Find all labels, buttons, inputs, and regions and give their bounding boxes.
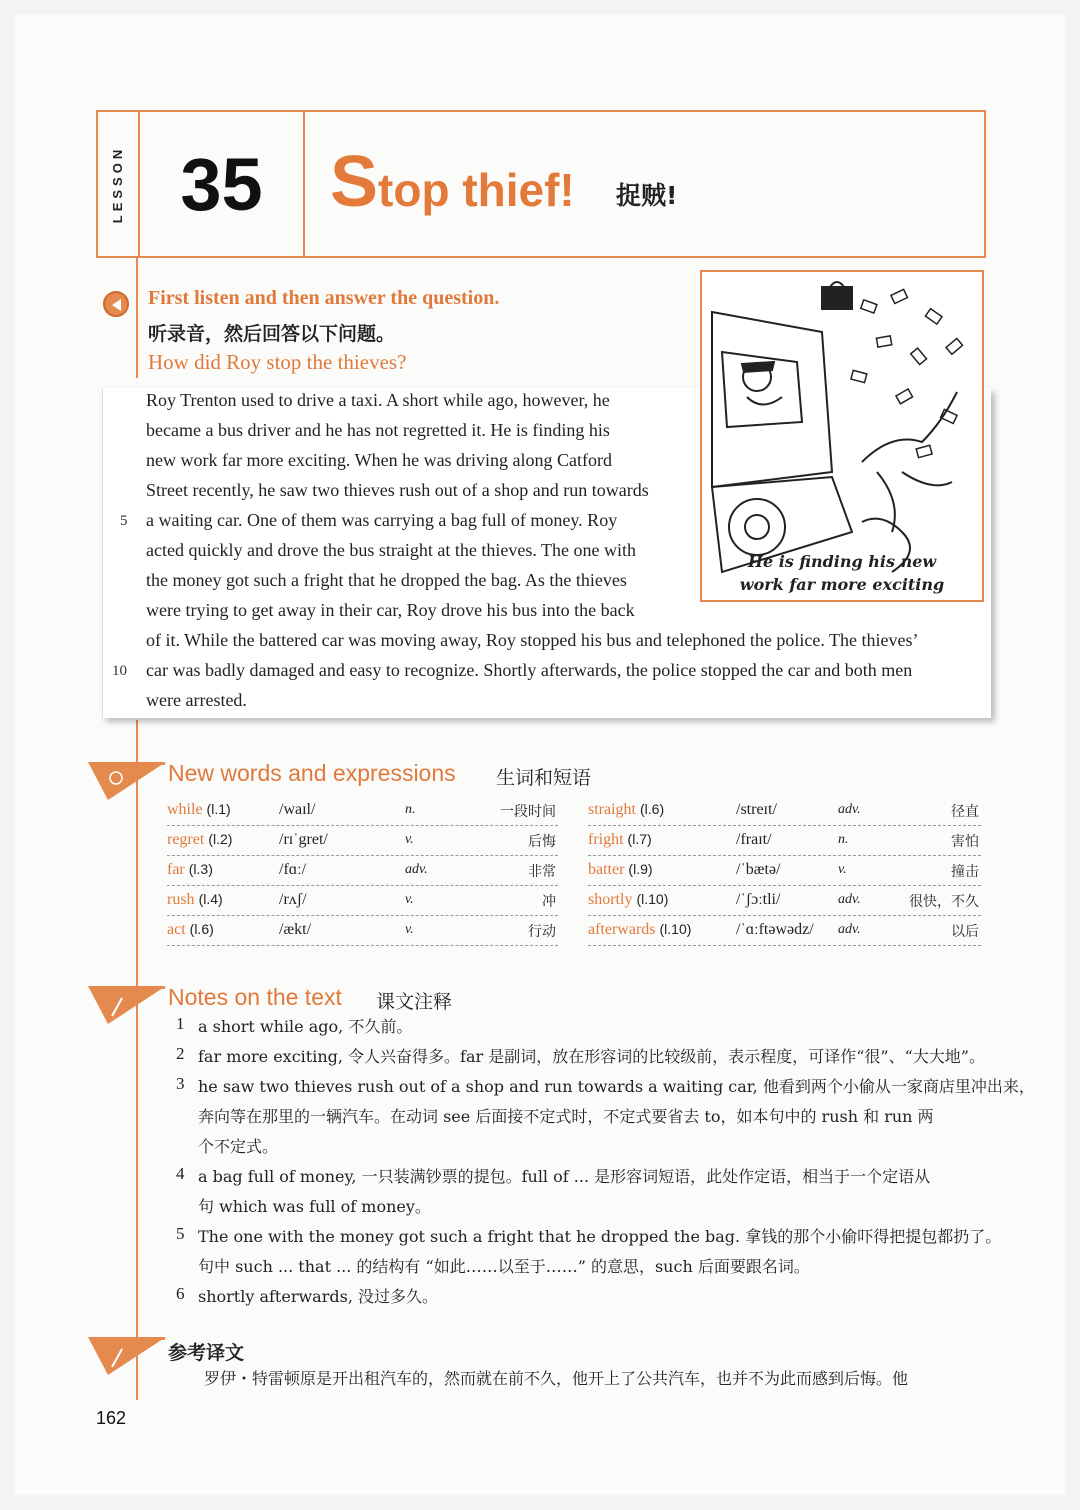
translation-title: 参考译文: [168, 1342, 245, 1364]
section-flag-icon: [88, 1337, 168, 1377]
lesson-header: [96, 110, 986, 258]
vocab-row: [167, 916, 558, 946]
section-flag-icon: [88, 762, 168, 802]
note-line: 句 which was full of money。: [198, 1197, 431, 1216]
note-number: 3: [176, 1074, 185, 1093]
vocab-word-text: fright: [588, 831, 624, 848]
vocab-word-text: shortly: [588, 891, 633, 908]
vocab-phonetic: /ækt/: [279, 921, 312, 938]
title-rest: top thief!: [378, 164, 575, 216]
vocab-meaning: 很快，不久: [909, 894, 979, 910]
vocab-pos: v.: [405, 922, 414, 937]
passage-line: car was badly damaged and easy to recognize. Shortly afterwards, the police stopped the car and both men: [146, 660, 913, 680]
vocab-word: [167, 831, 232, 849]
note-number: 4: [176, 1164, 185, 1183]
line-number: 5: [120, 513, 128, 529]
lesson-title: [330, 142, 575, 230]
vocab-row: [588, 886, 981, 916]
question: How did Roy stop the thieves?: [148, 350, 407, 374]
illustration-caption: [700, 550, 984, 596]
vocab-phonetic: /streɪt/: [736, 801, 777, 818]
vocab-word-text: act: [167, 921, 186, 938]
vocab-line-ref: (l.6): [640, 801, 665, 817]
vocab-phonetic: /ˈbætə/: [736, 861, 781, 878]
note-line: 奔向等在那里的一辆汽车。在动词 see 后面接不定式时，不定式要省去 to，如本句中的 rush 和 run 两: [198, 1107, 934, 1126]
vocab-word: [588, 801, 664, 819]
section-rule: [135, 987, 165, 989]
vocab-pos: adv.: [405, 862, 428, 877]
passage-line: acted quickly and drove the bus straight at the thieves. The one with: [146, 540, 637, 560]
instruction-en: First listen and then answer the question.: [148, 287, 500, 309]
notes-title: Notes on the text: [168, 984, 342, 1010]
vocab-row: [167, 796, 558, 826]
vocab-phonetic: /rɪˈgret/: [279, 831, 328, 848]
note-line: a bag full of money, 一只装满钞票的提包。full of ... 是形容词短语，此处作定语，相当于一个定语从: [198, 1167, 931, 1186]
vocab-word: [588, 861, 653, 879]
vocab-line-ref: (l.7): [627, 831, 652, 847]
section-rule: [135, 763, 165, 765]
vocab-phonetic: /ˈʃɔːtli/: [736, 891, 781, 908]
vocab-meaning: 撞击: [951, 864, 979, 880]
vocab-row: [588, 826, 981, 856]
caption-line: work far more exciting: [739, 575, 945, 594]
note-number: 1: [176, 1014, 185, 1033]
note-line: 句中 such ... that ... 的结构有 “如此……以至于……” 的意思，such 后面要跟名词。: [198, 1257, 810, 1276]
vocab-row: [588, 856, 981, 886]
vocab-line-ref: (l.9): [628, 861, 653, 877]
line-number: 10: [112, 663, 127, 679]
speaker-icon[interactable]: [103, 291, 129, 317]
vocab-word: [167, 921, 214, 939]
note-line: a short while ago, 不久前。: [198, 1017, 413, 1036]
vocab-row: [167, 826, 558, 856]
margin-rule: [136, 258, 138, 378]
vocab-pos: v.: [405, 832, 414, 847]
vocab-meaning: 径直: [951, 804, 979, 820]
lesson-label: LESSON: [110, 145, 126, 223]
vocab-word-text: straight: [588, 801, 636, 818]
vocab-pos: v.: [405, 892, 414, 907]
vocab-pos: adv.: [838, 892, 861, 907]
vocab-title-cn: 生词和短语: [496, 767, 592, 789]
passage-line: were arrested.: [146, 690, 247, 710]
vocab-word-text: rush: [167, 891, 195, 908]
passage-line: a waiting car. One of them was carrying a bag full of money. Roy: [146, 510, 618, 530]
vocab-word: [167, 801, 231, 819]
vocab-meaning: 一段时间: [500, 804, 556, 820]
vocab-word-text: while: [167, 801, 203, 818]
vocab-phonetic: /rʌʃ/: [279, 891, 307, 908]
note-number: 2: [176, 1044, 185, 1063]
vocab-line-ref: (l.10): [659, 921, 692, 937]
passage-line: Street recently, he saw two thieves rush out of a shop and run towards: [146, 480, 649, 500]
vocab-word: [167, 891, 223, 909]
vocab-word-text: afterwards: [588, 921, 656, 938]
vocab-row: [588, 916, 981, 946]
margin-rule: [136, 720, 138, 1400]
translation-text: 罗伊・特雷顿原是开出租汽车的，然而就在前不久，他开上了公共汽车，也并不为此而感到后悔。他: [204, 1369, 909, 1388]
vocab-row: [167, 856, 558, 886]
note-line: 个不定式。: [198, 1137, 279, 1156]
vocab-title: New words and expressions: [168, 760, 456, 786]
header-divider: [303, 112, 305, 256]
passage-line: new work far more exciting. When he was driving along Catford: [146, 450, 613, 470]
vocab-line-ref: (l.10): [636, 891, 669, 907]
section-flag-icon: [88, 986, 168, 1026]
passage-line: became a bus driver and he has not regretted it. He is finding his: [146, 420, 610, 440]
passage-line: the money got such a fright that he dropped the bag. As the thieves: [146, 570, 627, 590]
note-line: far more exciting, 令人兴奋得多。far 是副词，放在形容词的比较级前，表示程度，可译作“很”、“大大地”。: [198, 1047, 985, 1066]
vocab-row: [167, 886, 558, 916]
vocab-line-ref: (l.2): [208, 831, 233, 847]
note-line: he saw two thieves rush out of a shop and run towards a waiting car, 他看到两个小偷从一家商店里冲出来，: [198, 1077, 1035, 1096]
notes-title-cn: 课文注释: [376, 991, 453, 1013]
vocab-word: [588, 891, 668, 909]
note-number: 6: [176, 1284, 185, 1303]
vocab-phonetic: /waɪl/: [279, 801, 316, 818]
vocab-phonetic: /fraɪt/: [736, 831, 772, 848]
passage-line: of it. While the battered car was moving away, Roy stopped his bus and telephoned the police. The thieves’: [146, 630, 919, 650]
note-number: 5: [176, 1224, 185, 1243]
title-initial: S: [330, 142, 379, 222]
vocab-word: [588, 831, 652, 849]
vocab-line-ref: (l.3): [188, 861, 213, 877]
vocab-line-ref: (l.6): [189, 921, 214, 937]
instruction-cn: 听录音，然后回答以下问题。: [148, 323, 396, 345]
vocab-pos: n.: [838, 832, 849, 847]
vocab-word: [588, 921, 691, 939]
section-rule: [135, 1338, 165, 1340]
page-number: 162: [96, 1408, 127, 1428]
vocab-meaning: 冲: [542, 894, 556, 910]
vocab-meaning: 行动: [528, 924, 556, 940]
vocab-pos: adv.: [838, 802, 861, 817]
vocab-meaning: 后悔: [528, 834, 556, 850]
vocab-pos: n.: [405, 802, 416, 817]
vocab-phonetic: /ˈɑːftəwədz/: [736, 921, 814, 938]
vocab-line-ref: (l.4): [198, 891, 223, 907]
passage-line: were trying to get away in their car, Roy drove his bus into the back: [146, 600, 635, 620]
vocab-word: [167, 861, 213, 879]
passage-line: Roy Trenton used to drive a taxi. A short while ago, however, he: [146, 390, 610, 410]
vocab-phonetic: /fɑː/: [279, 861, 307, 878]
lesson-title-cn: 捉贼!: [616, 181, 678, 210]
lesson-number: 35: [180, 143, 263, 226]
vocab-meaning: 以后: [951, 924, 979, 940]
caption-line: He is finding his new: [747, 552, 937, 571]
vocab-row: [588, 796, 981, 826]
vocab-meaning: 害怕: [951, 834, 979, 850]
vocab-meaning: 非常: [528, 864, 556, 880]
vocab-pos: adv.: [838, 922, 861, 937]
vocab-pos: v.: [838, 862, 847, 877]
note-line: The one with the money got such a fright that he dropped the bag. 拿钱的那个小偷吓得把提包都扔了。: [198, 1227, 1002, 1246]
note-line: shortly afterwards, 没过多久。: [198, 1287, 438, 1306]
vocab-line-ref: (l.1): [206, 801, 231, 817]
lesson-label-box: [98, 134, 138, 234]
vocab-word-text: far: [167, 861, 185, 878]
vocab-word-text: regret: [167, 831, 205, 848]
vocab-word-text: batter: [588, 861, 625, 878]
